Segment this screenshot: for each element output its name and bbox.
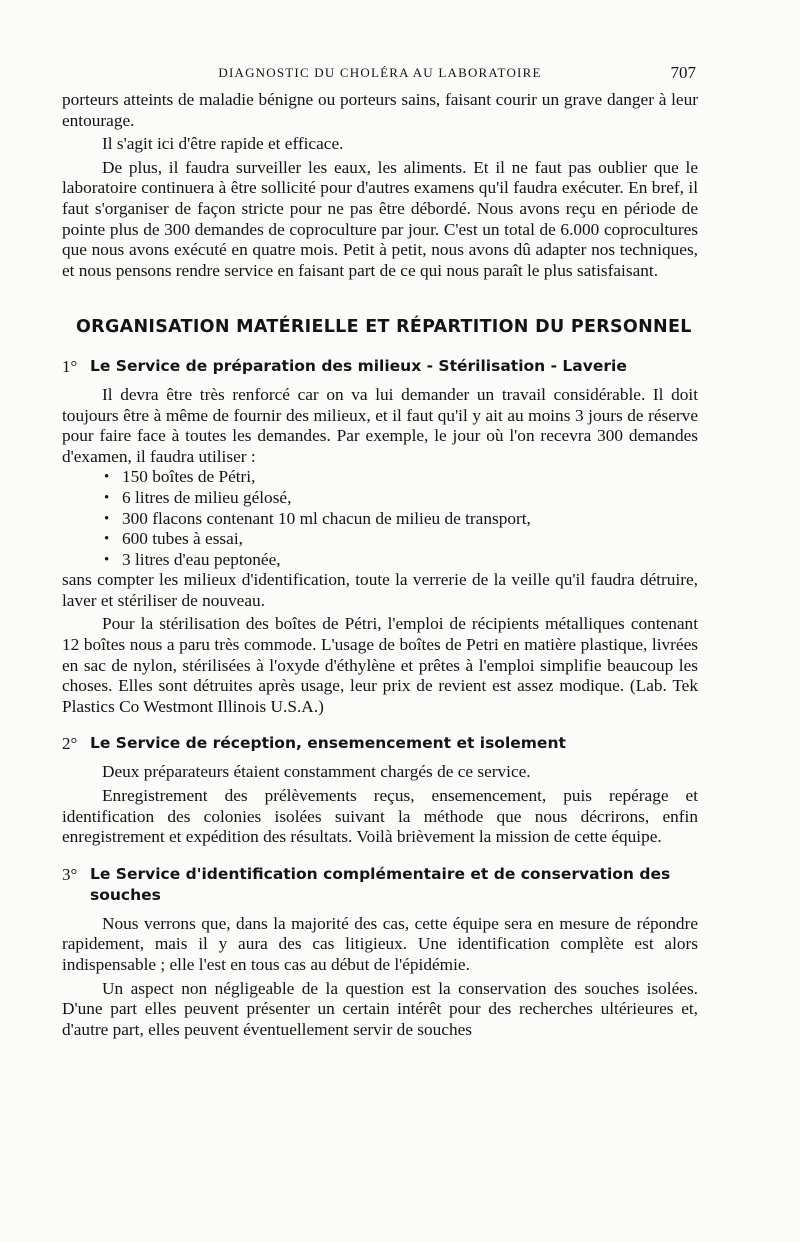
- list-item: • 3 litres d'eau peptonée,: [104, 549, 281, 569]
- page-number: 707: [670, 63, 696, 82]
- list-item: • 300 flacons contenant 10 ml chacun de milieu de transport,: [104, 508, 531, 528]
- subsection-3: [62, 864, 698, 1041]
- list-item: • 600 tubes à essai,: [104, 529, 243, 549]
- paragraph: Il devra être très renforcé car on va lui demander un travail considérable. Il doit toujours être à même de fournir des milieux, et il faut qu'il y ait au moins 3 jours de réserve pour faire face à toutes les demandes. Par exemple, le jour où l'on recevra 300 demandes d'examen, il faudra utiliser :: [62, 384, 698, 466]
- bullet-icon: •: [104, 551, 110, 568]
- bullet-icon: •: [104, 489, 110, 506]
- requirements-list: [62, 467, 698, 570]
- page-header: [62, 60, 698, 90]
- list-item: • 150 boîtes de Pétri,: [104, 467, 256, 487]
- bullet-icon: •: [104, 510, 110, 527]
- subsection-title: Le Service de réception, ensemencement et isolement: [90, 734, 566, 753]
- paragraph: sans compter les milieux d'identification, toute la verrerie de la veille qu'il faudra détruire, laver et stériliser de nouveau.: [62, 570, 698, 610]
- subsection-number: 3°: [62, 864, 78, 884]
- intro-paragraph-2: Il s'agit ici d'être rapide et efficace.: [102, 134, 344, 154]
- subsection-number: 2°: [62, 734, 78, 754]
- paragraph: Enregistrement des prélèvements reçus, ensemencement, puis repérage et identification des colonies isolées suivant la méthode que nous décrirons, enfin enregistrement et expédition des résultats. Voilà brièvement la mission de cette équipe.: [62, 786, 698, 847]
- subsection-2: [62, 733, 698, 847]
- running-title: DIAGNOSTIC DU CHOLÉRA AU LABORATOIRE: [218, 65, 542, 80]
- subsection-title: Le Service de préparation des milieux - Stérilisation - Laverie: [90, 356, 627, 375]
- journal-page: [62, 60, 698, 1043]
- subsection-heading: [62, 356, 698, 377]
- paragraph: Deux préparateurs étaient constamment chargés de ce service.: [102, 762, 531, 782]
- list-item: • 6 litres de milieu gélosé,: [104, 487, 292, 507]
- intro-paragraph-3: De plus, il faudra surveiller les eaux, les aliments. Et il ne faut pas oublier que le laboratoire continuera à être sollicité pour d'autres examens qu'il faudra exécuter. En bref, il faut s'organiser de façon stricte pour ne pas être débordé. Nous avons reçu en période de pointe plus de 300 demandes de coproculture par jour. C'est un total de 6.000 coprocultures que nous avons exécuté en quatre mois. Petit à petit, nous avons dû adapter nos techniques, et nous pensons rendre service en faisant part de ce qui nous paraît le plus satisfaisant.: [62, 157, 698, 280]
- subsection-1: [62, 356, 698, 718]
- subsection-title: Le Service d'identification complémentaire et de conservation des souches: [90, 864, 671, 904]
- bullet-icon: •: [104, 469, 110, 486]
- subsection-heading: [62, 733, 698, 754]
- bullet-icon: •: [104, 531, 110, 548]
- subsection-number: 1°: [62, 356, 78, 376]
- section-title: ORGANISATION MATÉRIELLE ET RÉPARTITION DU PERSONNEL: [76, 317, 692, 338]
- article-body: [62, 90, 698, 1040]
- paragraph: Nous verrons que, dans la majorité des cas, cette équipe sera en mesure de répondre rapidement, mais il y aura des cas litigieux. Une identification complète est alors indispensable ; elle l'est en tous cas au début de l'épidémie.: [62, 913, 698, 974]
- subsection-heading: [62, 864, 698, 906]
- intro-paragraph-1: porteurs atteints de maladie bénigne ou porteurs sains, faisant courir un grave danger à leur entourage.: [62, 90, 698, 130]
- paragraph: Un aspect non négligeable de la question est la conservation des souches isolées. D'une part elles peuvent présenter un certain intérêt pour des recherches ultérieures et, d'autre part, elles peuvent éventuellement servir de souches: [62, 978, 698, 1039]
- paragraph: Pour la stérilisation des boîtes de Pétri, l'emploi de récipients métalliques contenant 12 boîtes nous a paru très commode. L'usage de boîtes de Petri en matière plastique, livrées en sac de nylon, stérilisées à l'oxyde d'éthylène et prêtes à l'emploi simplifie beaucoup les choses. Elles sont détruites après usage, leur prix de revient est assez modique. (Lab. Tek Plastics Co Westmont Illinois U.S.A.): [62, 614, 698, 716]
